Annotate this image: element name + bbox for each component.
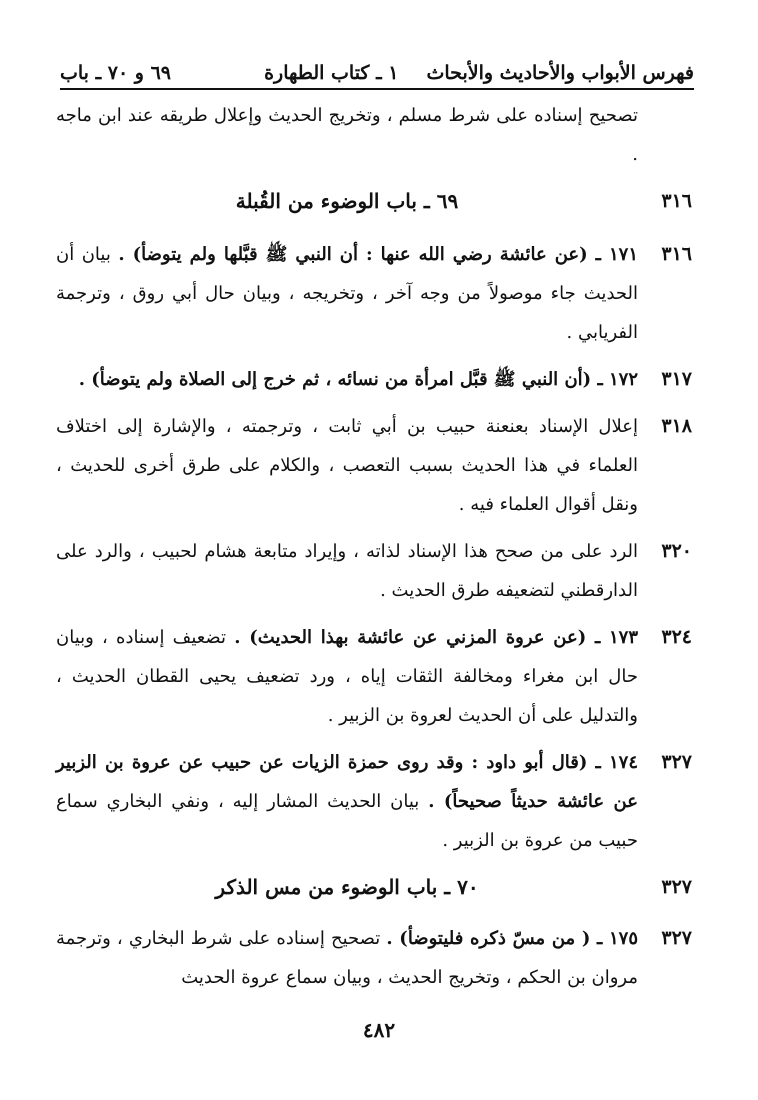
index-entry [56,743,702,860]
hadith-text: ١٧٥ ـ ( من مسّ ذكره فليتوضأ) . [386,928,638,949]
hadith-text: ١٧٣ ـ (عن عروة المزني عن عائشة بهذا الحديث) . [234,627,638,648]
page-number: ٤٨٢ [362,1018,396,1042]
index-entry [56,532,702,610]
chapter-title: ٦٩ ـ باب الوضوء من القُبلة [235,189,459,213]
index-entry [56,407,702,524]
entry-description: تضعيف إسناده ، وبيان حال ابن مغراء ومخالفة الثقات إياه ، ورد تضعيف يحيى القطان الحديث ، والتدليل على أن الحديث لعروة بن الزبير . [56,627,638,726]
entry-page: ٣١٦ [661,243,692,265]
entry-description: بيان أن الحديث جاء موصولاً من وجه آخر ، وتخريجه ، وبيان حال أبي روق ، وترجمة الفريابي . [56,244,638,343]
entry-description: تصحيح إسناده على شرط البخاري ، وترجمة مروان بن الحكم ، وتخريج الحديث ، وبيان سماع عروة الحديث [56,928,638,988]
entry-page: ٣٢٠ [661,540,692,562]
index-entry [56,360,702,399]
entry-page: ٣١٨ [661,415,692,437]
header-right-title: فهرس الأبواب والأحاديث والأبحاث [426,62,694,84]
chapter-title: ٧٠ ـ باب الوضوء من مس الذكر [215,875,479,899]
entry-description: بيان الحديث المشار إليه ، ونفي البخاري سماع حبيب من عروة بن الزبير . [56,791,638,851]
index-body [56,96,702,1005]
hadith-text: ١٧٢ ـ (أن النبي ﷺ قبَّل امرأة من نسائه ، ثم خرج إلى الصلاة ولم يتوضأ) . [78,369,638,390]
entry-page: ٣٢٧ [661,927,692,949]
hadith-text: ١٧١ ـ (عن عائشة رضي الله عنها : أن النبي ﷺ قبَّلها ولم يتوضأ) . [118,244,638,265]
hadith-text: ١٧٤ ـ (قال أبو داود : وقد روى حمزة الزيات عن حبيب عن عروة بن الزبير عن عائشة حديثاً صحيحاً) . [56,752,638,812]
index-entry [56,235,702,352]
entry-page: ٣٢٧ [661,876,692,898]
index-entry [56,618,702,735]
intro-paragraph [56,96,702,174]
entry-page: ٣١٦ [661,190,692,212]
entry-page: ٣١٧ [661,368,692,390]
header-middle-title: ١ ـ كتاب الطهارة [264,62,399,84]
entry-page: ٣٢٧ [661,751,692,773]
chapter-heading [56,868,702,907]
running-header [60,58,694,90]
entry-description: إعلال الإسناد بعنعنة حبيب بن أبي ثابت ، وترجمته ، والإشارة إلى اختلاف العلماء في هذا الحديث بسبب التعصب ، والكلام على طرق أخرى للحديث ، ونقل أقوال العلماء فيه . [56,416,638,515]
entry-page: ٣٢٤ [661,626,692,648]
index-entry [56,919,702,997]
entry-description: الرد على من صحح هذا الإسناد لذاته ، وإيراد متابعة هشام لحبيب ، والرد على الدارقطني لتضعيفه طرق الحديث . [56,541,638,601]
header-left-title: ٦٩ و ٧٠ ـ باب [60,62,172,84]
chapter-heading [56,182,702,221]
intro-text: تصحيح إسناده على شرط مسلم ، وتخريج الحديث وإعلال طريقه عند ابن ماجه . [56,105,638,165]
